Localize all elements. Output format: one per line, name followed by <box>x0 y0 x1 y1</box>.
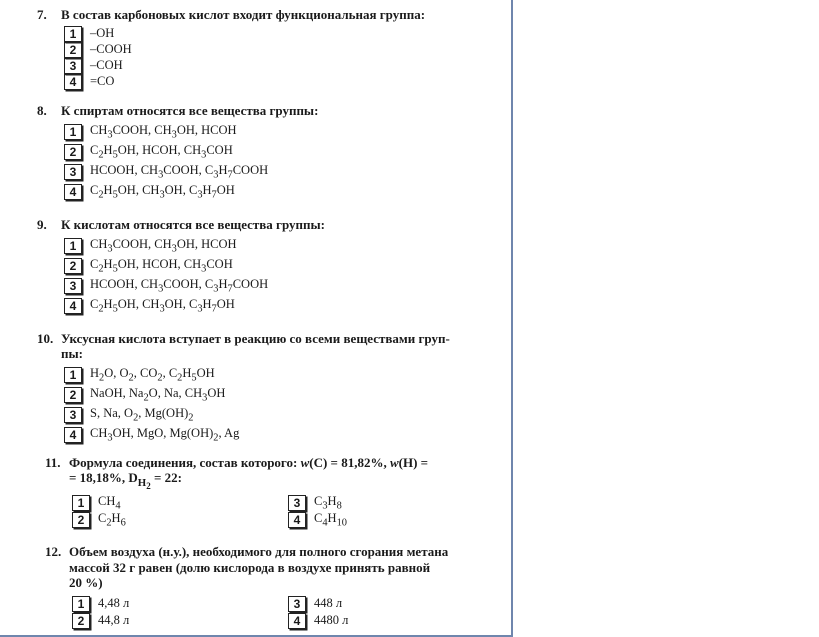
question-9-number: 9. <box>37 217 47 232</box>
option-text: $C_2H_6$ <box>98 510 126 529</box>
q10-option-3[interactable] <box>64 406 193 423</box>
option-number-box: 2 <box>72 613 90 629</box>
q7-option-4[interactable] <box>64 73 114 90</box>
option-number-box: 2 <box>64 387 82 403</box>
option-text: $CH_3OH$, MgO, $Mg(OH)_2$, Ag <box>90 425 240 444</box>
q8-option-2[interactable] <box>64 143 233 160</box>
question-8-number: 8. <box>37 103 47 118</box>
option-text: –COOH <box>90 42 132 56</box>
question-12-text-line2: массой 32 г равен (долю кислорода в воздухе принять равной <box>69 560 431 575</box>
option-text: –OH <box>90 26 115 40</box>
option-text: $C_3H_8$ <box>314 493 342 512</box>
q9-option-3[interactable] <box>64 277 268 294</box>
option-text: =CO <box>90 74 115 88</box>
option-number-box: 4 <box>64 298 82 314</box>
question-8-text: К спиртам относятся все вещества группы: <box>61 103 319 118</box>
option-text: $CH_3COOH$, $CH_3OH$, HCOH <box>90 122 237 141</box>
q11-option-3[interactable] <box>288 494 342 511</box>
question-10-text-line1: Уксусная кислота вступает в реакцию со всеми веществами груп- <box>61 331 450 346</box>
q7-option-1[interactable] <box>64 25 114 42</box>
option-number-box: 4 <box>288 613 306 629</box>
option-text: $H_2O$, $O_2$, $CO_2$, $C_2H_5OH$ <box>90 365 215 384</box>
option-number-box: 4 <box>64 74 82 90</box>
option-number-box: 3 <box>288 596 306 612</box>
option-text: $C_4H_{10}$ <box>314 510 347 529</box>
option-number-box: 4 <box>64 427 82 443</box>
q12-option-3[interactable] <box>288 595 342 612</box>
option-number-box: 3 <box>64 58 82 74</box>
option-number-box: 2 <box>64 258 82 274</box>
question-10-number: 10. <box>37 331 54 346</box>
q11-option-2[interactable] <box>72 511 126 528</box>
option-text: HCOOH, $CH_3COOH$, $C_3H_7COOH$ <box>90 162 269 181</box>
option-number-box: 1 <box>72 596 90 612</box>
option-text: $CH_3COOH$, $CH_3OH$, HCOH <box>90 236 237 255</box>
question-11-text-line1: Формула соединения, состав которого: w(C) = 81,82%, w(H) = <box>69 455 429 470</box>
option-number-box: 3 <box>64 164 82 180</box>
option-text: –COH <box>90 58 123 72</box>
question-7-text: В состав карбоновых кислот входит функциональная группа: <box>61 7 426 22</box>
option-number-box: 1 <box>72 495 90 511</box>
question-9-text: К кислотам относятся все вещества группы: <box>61 217 325 232</box>
question-10-text-line2: пы: <box>61 346 83 361</box>
option-text: 448 л <box>314 596 343 610</box>
q7-option-3[interactable] <box>64 57 123 74</box>
q9-option-4[interactable] <box>64 297 235 314</box>
q10-option-4[interactable] <box>64 426 239 443</box>
option-number-box: 1 <box>64 367 82 383</box>
option-number-box: 1 <box>64 238 82 254</box>
option-number-box: 1 <box>64 124 82 140</box>
option-text: S, Na, $O_2$, $Mg(OH)_2$ <box>90 405 194 424</box>
q9-option-2[interactable] <box>64 257 233 274</box>
option-text: 4,48 л <box>98 596 130 610</box>
option-number-box: 2 <box>64 144 82 160</box>
q10-option-2[interactable] <box>64 386 225 403</box>
q11-option-4[interactable] <box>288 511 347 528</box>
option-text: 4480 л <box>314 613 349 627</box>
option-text: HCOOH, $CH_3COOH$, $C_3H_7COOH$ <box>90 276 269 295</box>
option-text: $C_2H_5OH$, HCOH, $CH_3COH$ <box>90 142 233 161</box>
option-text: 44,8 л <box>98 613 130 627</box>
option-number-box: 2 <box>72 512 90 528</box>
option-text: $C_2H_5OH$, HCOH, $CH_3COH$ <box>90 256 233 275</box>
question-12-number: 12. <box>45 544 62 559</box>
question-12-text-line3: 20 %) <box>69 575 103 590</box>
q7-option-2[interactable] <box>64 41 132 58</box>
option-number-box: 3 <box>64 407 82 423</box>
q12-option-2[interactable] <box>72 612 129 629</box>
q8-option-4[interactable] <box>64 183 235 200</box>
q11-option-1[interactable] <box>72 494 121 511</box>
q10-option-1[interactable] <box>64 366 215 383</box>
option-text: $C_2H_5OH$, $CH_3OH$, $C_3H_7OH$ <box>90 296 235 315</box>
option-number-box: 1 <box>64 26 82 42</box>
option-number-box: 2 <box>64 42 82 58</box>
q12-option-4[interactable] <box>288 612 348 629</box>
question-7-number: 7. <box>37 7 47 22</box>
option-number-box: 4 <box>288 512 306 528</box>
q8-option-1[interactable] <box>64 123 237 140</box>
option-text: NaOH, $Na_2O$, Na, $CH_3OH$ <box>90 385 226 404</box>
question-11-text-line2: = 18,18%, $D_{H_2} = 22$: <box>69 470 182 491</box>
option-number-box: 4 <box>64 184 82 200</box>
question-11-number: 11. <box>45 455 61 470</box>
option-number-box: 3 <box>64 278 82 294</box>
option-number-box: 3 <box>288 495 306 511</box>
option-text: $C_2H_5OH$, $CH_3OH$, $C_3H_7OH$ <box>90 182 235 201</box>
q12-option-1[interactable] <box>72 595 129 612</box>
q9-option-1[interactable] <box>64 237 237 254</box>
question-12-text-line1: Объем воздуха (н.у.), необходимого для полного сгорания метана <box>69 544 449 559</box>
option-text: $CH_4$ <box>98 493 121 512</box>
q8-option-3[interactable] <box>64 163 268 180</box>
